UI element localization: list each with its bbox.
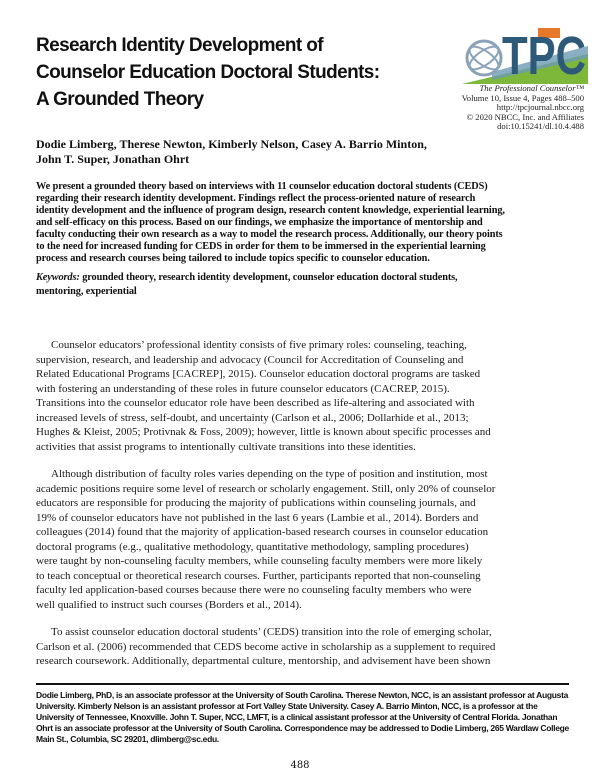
page-number: 488 <box>290 760 310 771</box>
journal-info <box>462 84 584 132</box>
body-line: doctoral programs (e.g., qualitative methodology, quantitative methodology, sampling procedures) <box>36 540 469 553</box>
title-line: Counselor Education Doctoral Students: <box>36 62 380 83</box>
footnote-line: Augusta University. Kimberly Nelson is an assistant professor at Fort Valley State University. Casey A. Barrio Minton, NCC, is a professor <box>36 690 569 711</box>
footnote-line: Wardlaw College Main St., Columbia, SC 29201, dlimberg@sc.edu. <box>36 723 569 744</box>
body-paragraph <box>36 467 569 612</box>
article-title <box>36 32 446 113</box>
keywords-text: mentoring, experiential <box>36 286 137 297</box>
journal-url[interactable]: http://tpcjournal.nbcc.org <box>496 102 584 113</box>
footnote-line: at the University of Tennessee, Knoxville. John T. Super, NCC, LMFT, is a clinical assistant professor at the University of Central Florida. <box>36 701 538 722</box>
body-text <box>36 338 569 669</box>
journal-name: The Professional Counselor™ <box>479 83 584 93</box>
keywords-label: Keywords: <box>36 272 80 283</box>
body-line: 19% of counselor educators have not published in the last 6 years (Lambie et al., 2014). Borders and <box>36 511 479 524</box>
abstract-line: identity development and the influence of program design, research content knowledge, experiential learning, <box>36 205 505 216</box>
author-line: John T. Super, Jonathan Ohrt <box>36 152 190 166</box>
body-line: Counselor educators’ professional identity consists of five primary roles: counseling, teaching, <box>51 339 467 351</box>
body-line: faculty led application-based courses because there were no counseling faculty members who were <box>36 584 472 596</box>
tpc-logo <box>462 24 588 84</box>
title-line: Research Identity Development of <box>36 35 323 56</box>
journal-doi[interactable]: doi:10.15241/dl.10.4.488 <box>497 121 584 132</box>
body-line: Transitions into the counselor educator role have been described as life-altering and associated with <box>36 397 475 409</box>
journal-volume: Volume 10, Issue 4, Pages 488–500 <box>461 92 584 103</box>
footnote-line: Dodie Limberg, PhD, is an associate professor at the University of South Carolina. Therese Newton, NCC, is an assistant professor at <box>36 690 535 700</box>
body-line: Although distribution of faculty roles varies depending on the type of position and institution, most <box>51 468 488 480</box>
body-line: supervision, research, and leadership and advocacy (Council for Accreditation of Counseling and <box>36 353 464 366</box>
body-line: increased levels of stress, self-doubt, and uncertainty (Carlson et al., 2006; Dollarhide et al., 2013; <box>36 411 469 424</box>
abstract-line: faculty conducting their own research as a way to model the research process. Additionally, our theory points <box>36 229 503 240</box>
body-line: educators are responsible for producing the majority of publications within counseling journals, and <box>36 497 476 509</box>
body-line: with fostering an understanding of these roles in future counselor educators (CACREP, 2015). <box>36 382 450 395</box>
abstract-line: process and research courses being tailored to include topics specific to counselor education. <box>36 253 430 264</box>
body-line: research coursework. Additionally, departmental culture, mentorship, and advisement have been shown <box>36 655 491 667</box>
author-line: Dodie Limberg, Therese Newton, Kimberly Nelson, Casey A. Barrio Minton, <box>36 137 427 151</box>
abstract-line: and self-efficacy on this process. Based on our findings, we emphasize the importance of mentorship and <box>36 217 483 228</box>
footnote-divider <box>36 683 569 685</box>
body-line: well qualified to instruct such courses (Borders et al., 2014). <box>36 598 302 611</box>
abstract-line: We present a grounded theory based on interviews with 11 counselor education doctoral students (CEDS) <box>36 181 488 192</box>
body-line: colleagues (2014) found that the majority of application-based research courses in counselor education <box>36 526 489 538</box>
svg-text:TPC: TPC <box>502 26 586 86</box>
title-line: A Grounded Theory <box>36 89 204 110</box>
body-line: were taught by non-counseling faculty members, while counseling faculty members were more likely <box>36 555 483 567</box>
body-line: Hughes & Kleist, 2005; Protivnak & Foss, 2009); however, little is known about specific processes and <box>36 426 491 438</box>
author-footnote <box>36 690 569 745</box>
keywords-text: grounded theory, research identity development, counselor education doctoral students, <box>79 272 458 283</box>
body-line: Carlson et al. (2006) recommended that CEDS become active in scholarship as a supplement to required <box>36 640 496 653</box>
abstract-line: regarding their research identity development. Findings reflect the process-oriented nature of research <box>36 193 476 204</box>
body-paragraph <box>36 625 569 669</box>
keywords <box>36 271 569 299</box>
body-line: academic positions require some level of research or scholarly engagement. Still, only 20% of counselor <box>36 482 496 495</box>
author-list <box>36 137 569 167</box>
journal-copyright: © 2020 NBCC, Inc. and Affiliates <box>466 111 584 122</box>
body-paragraph <box>36 338 569 454</box>
abstract-line: to the need for increased funding for CEDS in order for them to be immersed in the experiential learning <box>36 241 486 252</box>
body-line: Related Educational Programs [CACREP], 2015). Counselor education doctoral programs are tasked <box>36 368 481 380</box>
body-line: To assist counselor education doctoral students’ (CEDS) transition into the role of emerging scholar, <box>51 626 492 638</box>
footnote-line: Jonathan Ohrt is an associate professor at the University of South Carolina. Correspondence may be addressed to Dodie Limberg, 265 <box>36 712 558 733</box>
abstract <box>36 181 569 265</box>
body-line: activities that assist programs to intentionally cultivate transitions into these identities. <box>36 440 416 453</box>
body-line: to teach conceptual or theoretical research courses. Further, participants reported that non-counseling <box>36 569 481 582</box>
